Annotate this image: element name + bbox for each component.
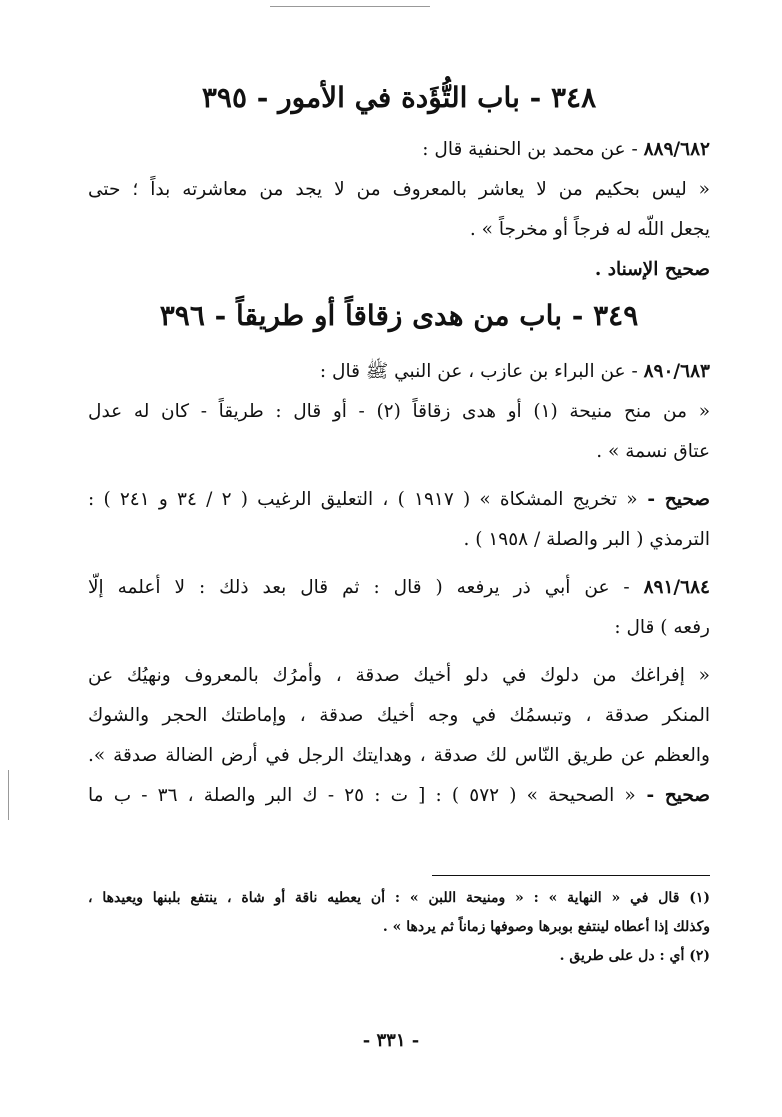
hadith-889-text-1: « ليس بحكيم من لا يعاشر بالمعروف من لا يجد من معاشرته بداً ؛ حتى — [88, 179, 710, 200]
hadith-891-intro-1 — [88, 568, 710, 608]
hadith-chain: - عن أبي ذر يرفعه ( قال : ثم قال بعد ذلك : لا أعلمه إلّا — [88, 577, 644, 598]
hadith-890-grade-2: الترمذي ( البر والصلة / ١٩٥٨ ) . — [463, 529, 710, 550]
hadith-891-text-3: والعظم عن طريق النّاس لك صدقة ، وهدايتك الرجل في أرض الضالة صدقة ». — [88, 745, 710, 766]
hadith-890-text-1: « من منح منيحة (١) أو هدى زقاقاً (٢) - أو قال : طريقاً - كان له عدل — [88, 401, 711, 422]
footnote-1-line-2: وكذلك إذا أعطاه لينتفع بوبرها وصوفها زماناً ثم يردها » . — [382, 919, 710, 935]
footnote-separator — [432, 875, 710, 876]
hadith-889-text-2: يجعل اللّه له فرجاً أو مخرجاً » . — [469, 219, 710, 240]
scan-mark — [8, 770, 9, 820]
page-body — [88, 78, 710, 816]
hadith-890-text-2: عتاق نسمة » . — [596, 441, 710, 462]
top-rule — [270, 6, 430, 7]
hadith-chain: - عن محمد بن الحنفية قال : — [422, 139, 644, 160]
hadith-890-intro — [88, 352, 710, 392]
hadith-891-grade-1 — [88, 776, 710, 816]
hadith-891-text-1: « إفراغك من دلوك في دلو أخيك صدقة ، وأمرُك بالمعروف ونهيُك عن — [88, 665, 710, 686]
hadith-891-text-2: المنكر صدقة ، وتبسمُك في وجه أخيك صدقة ، وإماطتك الحجر والشوك — [88, 705, 710, 726]
footnote-1-line-1: (١) قال في « النهاية » : « ومنيحة اللبن » : أن يعطيه ناقة أو شاة ، ينتفع بلبنها ويعيدها ، — [88, 890, 710, 906]
chapter-title-348: ٣٤٨ - باب التُّؤَدة في الأمور - ٣٩٥ — [201, 81, 597, 114]
hadith-889-grade: صحيح الإسناد . — [594, 259, 710, 280]
page-number: - ٣٣١ - — [362, 1030, 420, 1051]
hadith-number: ٨٩٠/٦٨٣ — [643, 361, 710, 382]
footnotes — [88, 884, 710, 971]
hadith-889-intro — [88, 130, 710, 170]
footnote-2: (٢) أي : دل على طريق . — [559, 948, 710, 964]
grade-label: صحيح - — [635, 785, 711, 806]
hadith-891-intro-2: رفعه ) قال : — [614, 617, 710, 638]
hadith-chain: - عن البراء بن عازب ، عن النبي ﷺ قال : — [319, 361, 644, 382]
grade-label: صحيح - — [637, 489, 710, 510]
grade-source: « الصحيحة » ( ٥٧٢ ) : [ ت : ٢٥ - ك البر والصلة ، ٣٦ - ب ما — [88, 785, 636, 806]
grade-source: « تخريج المشكاة » ( ١٩١٧ ) ، التعليق الرغيب ( ٢ / ٣٤ و ٢٤١ ) : — [88, 489, 638, 510]
hadith-number: ٨٩١/٦٨٤ — [643, 577, 710, 598]
chapter-title-349: ٣٤٩ - باب من هدى زقاقاً أو طريقاً - ٣٩٦ — [159, 299, 639, 332]
hadith-890-grade-1 — [88, 480, 710, 520]
hadith-number: ٨٨٩/٦٨٢ — [643, 139, 710, 160]
